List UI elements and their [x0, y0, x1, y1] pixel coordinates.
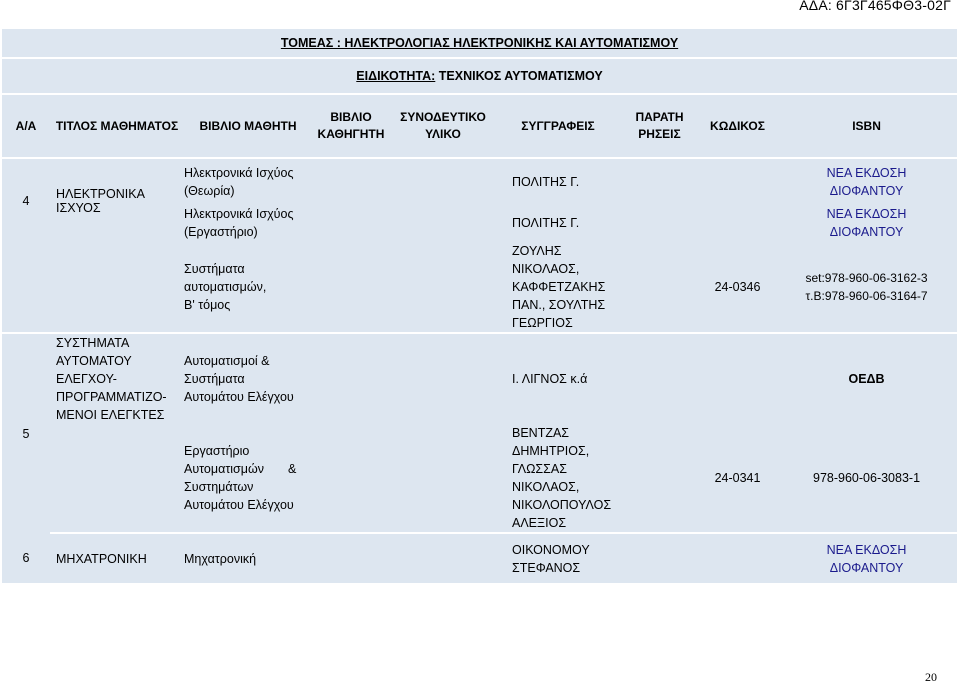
student-book: Αυτοματισμοί & Συστήματα Αυτομάτου Ελέγχου — [184, 354, 294, 404]
header-remarks: ΠΑΡΑΤΗ ΡΗΣΕΙΣ — [620, 94, 699, 158]
student-book: Ηλεκτρονικά Ισχύος (Εργαστήριο) — [184, 207, 294, 239]
specialty-value: ΤΕΧΝΙΚΟΣ ΑΥΤΟΜΑΤΙΣΜΟΥ — [435, 69, 603, 83]
header-row — [2, 94, 957, 158]
table-row — [2, 158, 957, 204]
row-number: 6 — [22, 551, 30, 565]
authors: ΠΟΛΙΤΗΣ Γ. — [512, 174, 580, 189]
isbn: 978-960-06-3083-1 — [776, 424, 957, 533]
isbn: ΝΕΑ ΕΚΔΟΣΗ ΔΙΟΦΑΝΤΟΥ — [826, 542, 907, 575]
row-number: 4 — [22, 193, 30, 208]
sector-title: ΤΟΜΕΑΣ : ΗΛΕΚΤΡΟΛΟΓΙΑΣ ΗΛΕΚΤΡΟΝΙΚΗΣ ΚΑΙ ΑΥΤΟΜΑΤΙΣΜΟΥ — [2, 29, 957, 58]
student-book: Συστήματα αυτοματισμών, Β' τόμος — [184, 242, 312, 333]
authors: ΠΟΛΙΤΗΣ Γ. — [512, 216, 580, 230]
table-row — [2, 242, 957, 333]
isbn: set:978-960-06-3162-3 τ.Β:978-960-06-3164-7 — [776, 242, 957, 333]
textbook-table — [2, 29, 957, 583]
table-row — [2, 424, 957, 533]
header-course-title: ΤΙΤΛΟΣ ΜΑΘΗΜΑΤΟΣ — [50, 94, 184, 158]
header-supplementary: ΣΥΝΟΔΕΥΤΙΚΟ ΥΛΙΚΟ — [390, 94, 496, 158]
student-book: Μηχατρονική — [184, 551, 257, 566]
header-teacher-book: ΒΙΒΛΙΟ ΚΑΘΗΓΗΤΗ — [312, 94, 390, 158]
authors: Ι. ΛΙΓΝΟΣ κ.ά — [512, 372, 588, 386]
header-student-book: ΒΙΒΛΙΟ ΜΑΘΗΤΗ — [184, 94, 312, 158]
header-authors: ΣΥΓΓΡΑΦΕΙΣ — [496, 94, 620, 158]
header-code: ΚΩΔΙΚΟΣ — [699, 94, 776, 158]
table-row — [2, 333, 957, 424]
specialty-label: ΕΙΔΙΚΟΤΗΤΑ: — [356, 69, 436, 83]
row-number: 5 — [22, 426, 30, 441]
code: 24-0341 — [699, 424, 776, 533]
course-title: ΜΗΧΑΤΡΟΝΙΚΗ — [56, 551, 147, 566]
authors: ΒΕΝΤΖΑΣ ΔΗΜΗΤΡΙΟΣ, ΓΛΩΣΣΑΣ ΝΙΚΟΛΑΟΣ, ΝΙΚΟΛΟΠΟΥΛΟΣ ΑΛΕΞΙΟΣ — [496, 424, 620, 533]
header-aa: Α/Α — [2, 94, 50, 158]
code: 24-0346 — [699, 242, 776, 333]
student-book: Εργαστήριο Αυτοματισμών & Συστημάτων Αυτομάτου Ελέγχου — [184, 424, 312, 533]
student-book: Ηλεκτρονικά Ισχύος (Θεωρία) — [184, 165, 294, 198]
header-isbn: ISBN — [776, 94, 957, 158]
isbn: ΝΕΑ ΕΚΔΟΣΗ ΔΙΟΦΑΝΤΟΥ — [826, 207, 907, 239]
ada-code: ΑΔΑ: 6Γ3Γ465ΦΘ3-02Γ — [799, 0, 951, 13]
isbn: ΟΕΔΒ — [848, 372, 885, 386]
course-title: ΣΥΣΤΗΜΑΤΑ ΑΥΤΟΜΑΤΟΥ ΕΛΕΓΧΟΥ- ΠΡΟΓΡΑΜΜΑΤΙΖΟ- ΜΕΝΟΙ ΕΛΕΓΚΤΕΣ — [56, 336, 167, 422]
course-title: ΗΛΕΚΤΡΟΝΙΚΑ ΙΣΧΥΟΣ — [56, 186, 145, 215]
authors: ΟΙΚΟΝΟΜΟΥ ΣΤΕΦΑΝΟΣ — [512, 542, 590, 575]
specialty-title — [2, 58, 957, 94]
isbn: ΝΕΑ ΕΚΔΟΣΗ ΔΙΟΦΑΝΤΟΥ — [826, 165, 907, 198]
authors: ΖΟΥΛΗΣ ΝΙΚΟΛΑΟΣ, ΚΑΦΦΕΤΖΑΚΗΣ ΠΑΝ., ΣΟΥΛΤΗΣ ΓΕΩΡΓΙΟΣ — [496, 242, 620, 333]
table-row — [2, 533, 957, 583]
page-number: 20 — [925, 670, 937, 684]
